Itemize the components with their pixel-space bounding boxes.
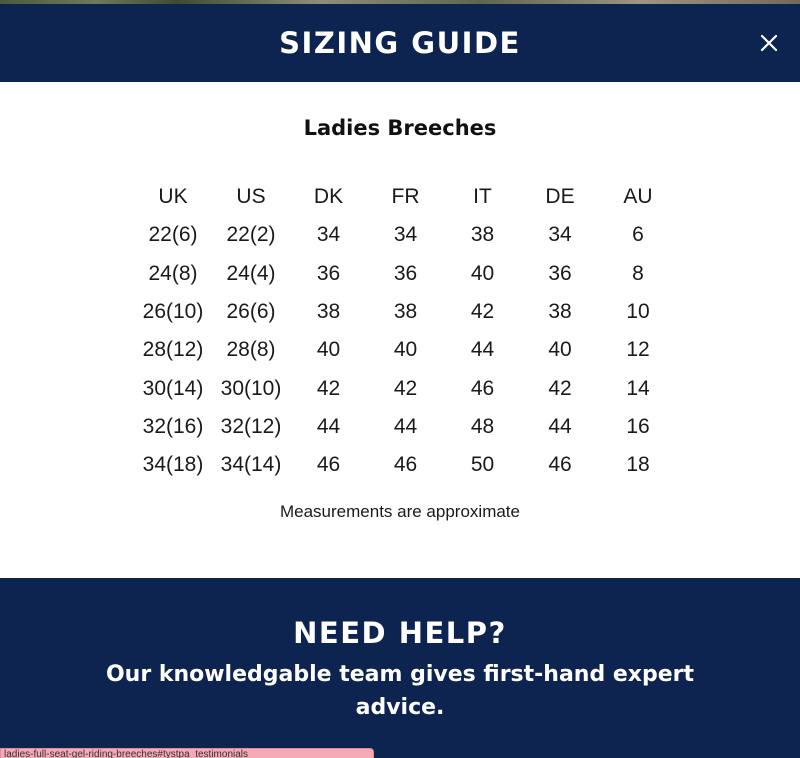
table-cell-us: 34(14): [220, 453, 282, 477]
table-cell-it: 40: [470, 261, 495, 285]
table-cell-fr: 44: [393, 414, 418, 438]
modal-title: SIZING GUIDE: [279, 26, 521, 60]
help-panel: [0, 578, 800, 758]
table-cell-uk: 24(8): [148, 261, 198, 285]
table-cell-de: 38: [548, 300, 572, 324]
size-table: [134, 178, 677, 484]
table-cell-de: 40: [548, 338, 572, 362]
table-cell-dk: 42: [316, 376, 341, 400]
table-cell-dk: 36: [316, 261, 341, 285]
modal-header: [0, 4, 800, 82]
column-header-fr: FR: [391, 185, 420, 209]
table-cell-us: 32(12): [220, 414, 282, 438]
table-cell-au: 14: [626, 376, 650, 400]
table-cell-fr: 36: [393, 261, 418, 285]
table-row: [134, 369, 677, 407]
table-cell-au: 12: [626, 338, 650, 362]
table-cell-us: 24(4): [226, 261, 276, 285]
table-row: [134, 331, 677, 369]
table-cell-uk: 28(12): [142, 338, 204, 362]
table-cell-au: 16: [626, 414, 650, 438]
table-cell-au: 6: [632, 223, 644, 247]
table-cell-de: 44: [548, 414, 572, 438]
section-title: Ladies Breeches: [303, 116, 497, 140]
table-cell-it: 38: [470, 223, 495, 247]
table-cell-us: 28(8): [226, 338, 276, 362]
table-cell-au: 18: [626, 453, 650, 477]
table-cell-dk: 34: [316, 223, 341, 247]
table-cell-uk: 32(16): [142, 414, 204, 438]
table-cell-de: 46: [548, 453, 572, 477]
column-header-dk: DK: [313, 185, 344, 209]
table-row: [134, 293, 677, 331]
table-row: [134, 255, 677, 293]
table-cell-de: 42: [548, 376, 572, 400]
help-text: Our knowledgable team gives first-hand expert advice.: [105, 662, 695, 720]
column-header-it: IT: [473, 185, 492, 209]
table-cell-fr: 40: [393, 338, 418, 362]
footnote: Measurements are approximate: [279, 502, 520, 521]
column-header-uk: UK: [158, 185, 188, 209]
table-row: [134, 216, 677, 254]
table-cell-uk: 26(10): [142, 300, 204, 324]
column-header-us: US: [236, 185, 266, 209]
table-cell-dk: 38: [316, 300, 341, 324]
close-icon: [760, 34, 778, 52]
table-cell-dk: 44: [316, 414, 341, 438]
table-cell-de: 34: [548, 223, 572, 247]
table-cell-fr: 46: [393, 453, 418, 477]
table-row: [134, 446, 677, 484]
table-cell-it: 44: [470, 338, 495, 362]
table-cell-us: 22(2): [226, 223, 276, 247]
table-cell-au: 8: [632, 261, 644, 285]
sizing-guide-modal: [0, 4, 800, 758]
table-cell-de: 36: [548, 261, 572, 285]
table-cell-it: 50: [470, 453, 495, 477]
help-title: NEED HELP?: [293, 616, 507, 650]
table-cell-uk: 34(18): [142, 453, 204, 477]
table-cell-uk: 22(6): [148, 223, 198, 247]
table-header-row: [134, 178, 677, 216]
column-header-de: DE: [545, 185, 575, 209]
table-cell-fr: 34: [393, 223, 418, 247]
table-cell-it: 42: [470, 300, 495, 324]
table-cell-fr: 42: [393, 376, 418, 400]
table-cell-au: 10: [626, 300, 650, 324]
close-button[interactable]: [752, 26, 786, 60]
table-cell-us: 26(6): [226, 300, 276, 324]
table-cell-us: 30(10): [220, 376, 282, 400]
table-cell-it: 48: [470, 414, 495, 438]
table-cell-uk: 30(14): [142, 376, 204, 400]
table-cell-it: 46: [470, 376, 495, 400]
table-row: [134, 408, 677, 446]
table-cell-dk: 46: [316, 453, 341, 477]
table-cell-fr: 38: [393, 300, 418, 324]
table-cell-dk: 40: [316, 338, 341, 362]
modal-content: [0, 82, 800, 578]
status-bar-url: ladies-full-seat-gel-riding-breeches#tystpa_testimonials: [0, 748, 374, 758]
table-body: [134, 216, 677, 484]
column-header-au: AU: [623, 185, 653, 209]
